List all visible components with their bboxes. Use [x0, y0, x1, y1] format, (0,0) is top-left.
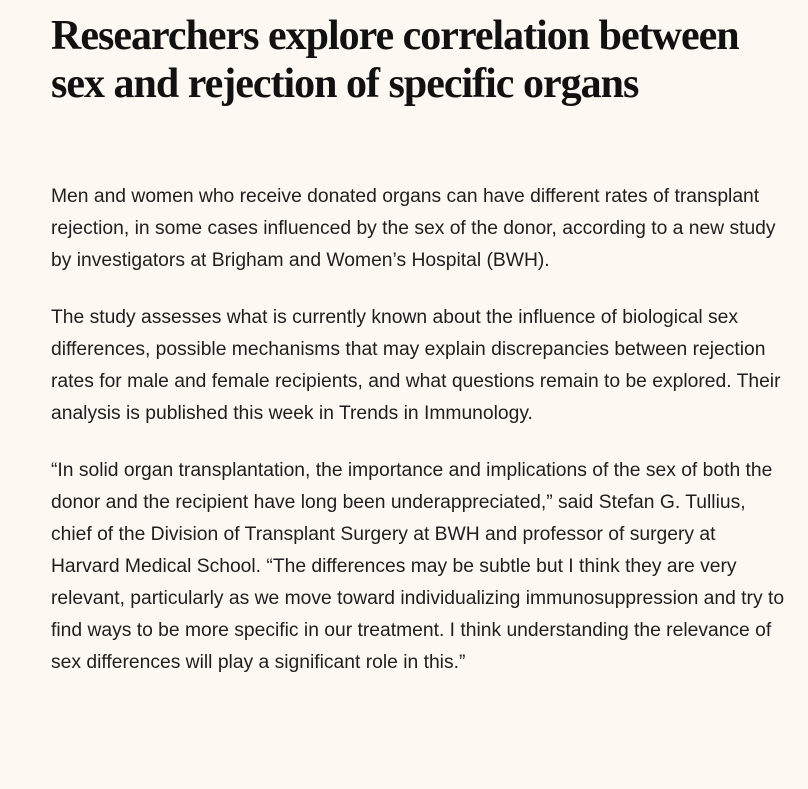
article-body: [51, 181, 786, 679]
article-paragraph-1: Men and women who receive donated organs can have different rates of transplant rejection, in some cases influenced by the sex of the donor, according to a new study by investigators at Brigham and Women’s Hospital (BWH).: [51, 186, 776, 271]
article-headline: Researchers explore correlation between sex and rejection of specific organs: [51, 13, 739, 107]
article-paragraph-2: The study assesses what is currently known about the influence of biological sex differences, possible mechanisms that may explain discrepancies between rejection rates for male and female recipients, and what questions remain to be explored. Their analysis is published this week in Trends in Immunology.: [51, 307, 781, 424]
article-paragraph-3: “In solid organ transplantation, the importance and implications of the sex of both the donor and the recipient have long been underappreciated,” said Stefan G. Tullius, chief of the Division of Transplant Surgery at BWH and professor of surgery at Harvard Medical School. “The differences may be subtle but I think they are very relevant, particularly as we move toward individualizing immunosuppression and try to find ways to be more specific in our treatment. I think understanding the relevance of sex differences will play a significant role in this.”: [51, 460, 785, 673]
